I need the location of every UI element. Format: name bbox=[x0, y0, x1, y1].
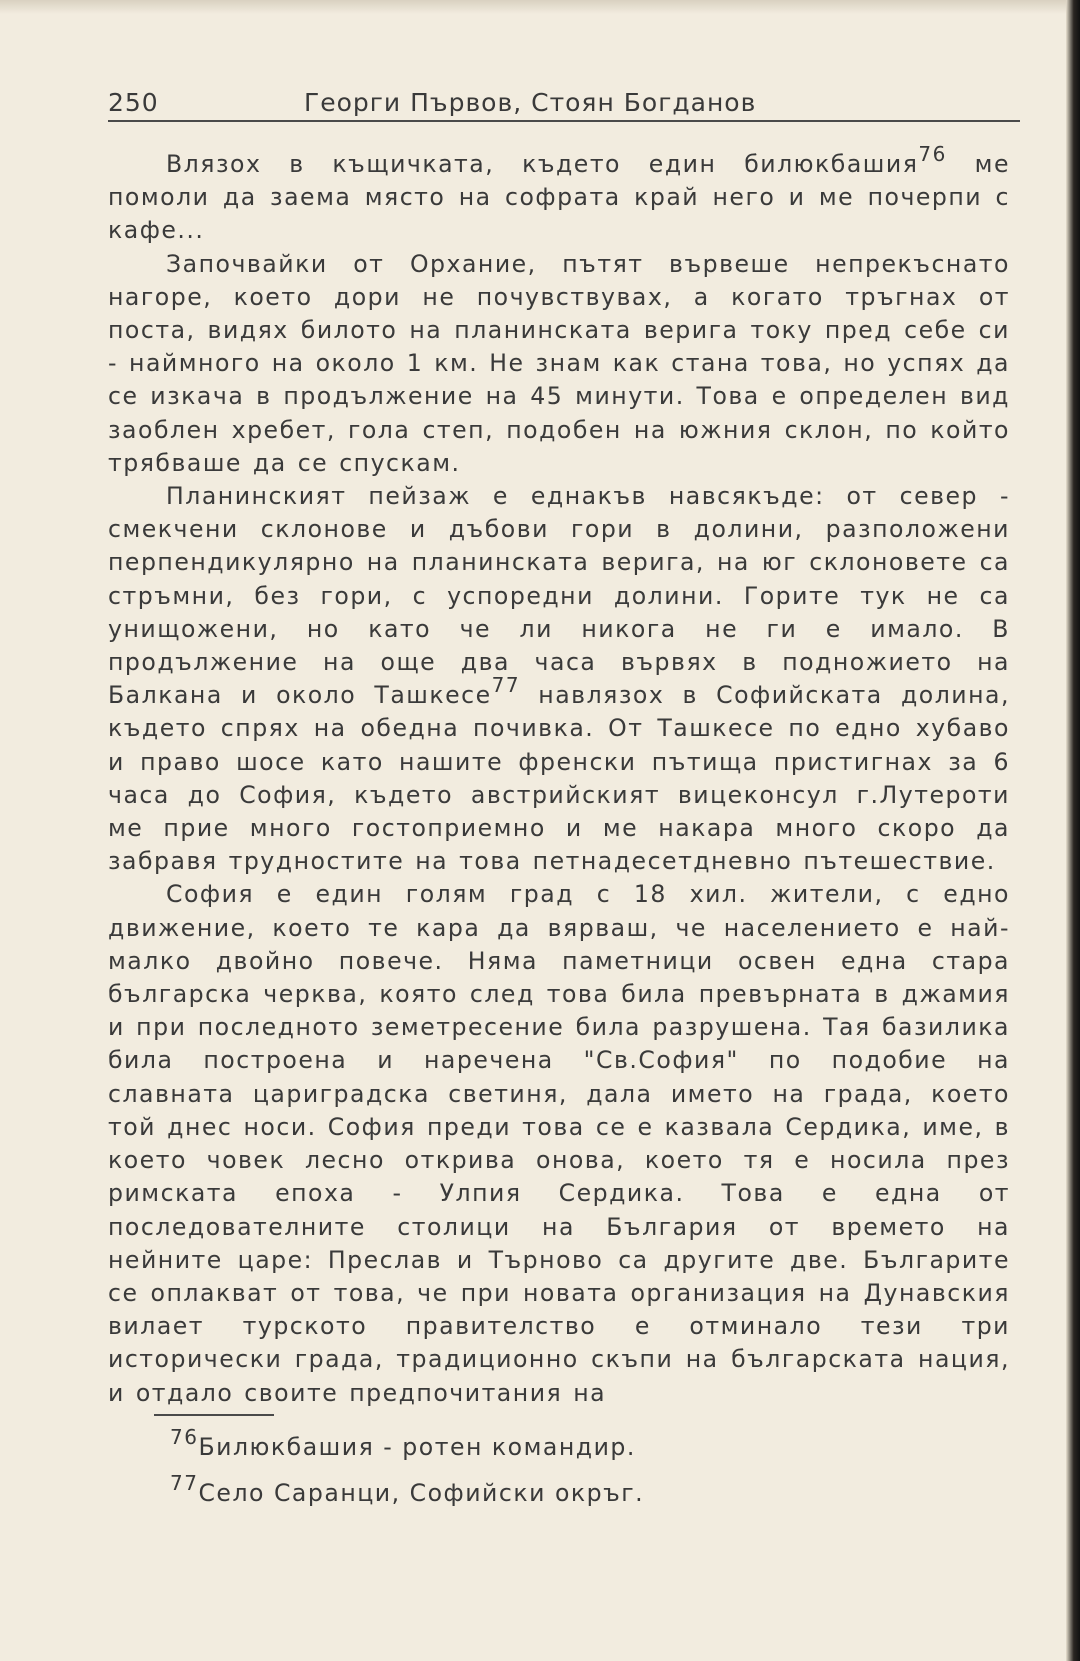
paragraph-text: Планинският пейзаж е еднакъв навсякъде: от север - смекчени склонове и дъбови гори в долини, разположени перпендикулярно на планинската верига, на юг склоновете са стръмни, без гори, с успоредни долини. Горите тук не са унищожени, но като че ли никога не ги е имало. В продължение на още два часа вървях в подножието на Балкана и около Ташкесе bbox=[108, 482, 1010, 710]
paragraph-1 bbox=[108, 142, 1010, 248]
page-header bbox=[108, 86, 1020, 122]
paragraph-3 bbox=[108, 480, 1010, 878]
footnote-76 bbox=[170, 1424, 990, 1470]
book-spine-edge bbox=[1066, 0, 1080, 1661]
footnote-number: 76 bbox=[170, 1425, 199, 1449]
page-edge-top bbox=[0, 0, 1080, 14]
running-title: Георги Първов, Стоян Богданов bbox=[304, 88, 757, 117]
footnote-77 bbox=[170, 1470, 990, 1516]
body-text bbox=[108, 142, 1010, 1410]
footnote-separator bbox=[154, 1414, 274, 1416]
paragraph-4 bbox=[108, 878, 1010, 1409]
paragraph-text: навлязох в Софийската долина, където спрях на обедна почивка. От Ташкесе по едно хубаво и право шосе като нашите френски пътища пристигнах за 6 часа до София, където австрийският вицеконсул г.Лутероти ме прие много гостоприемно и ме накара много скоро да забравя трудностите на това петнадесетдневно пътешествие. bbox=[108, 681, 1010, 876]
footnote-ref-76: 76 bbox=[918, 142, 947, 166]
footnotes bbox=[170, 1424, 990, 1516]
paragraph-text: Започвайки от Орхание, пътят вървеше непрекъснато нагоре, което дори не почувствувах, а когато тръгнах от поста, видях билото на планинската верига току пред себе си - наймного на около 1 км. Не знам как стана това, но успях да се изкача в продължение на 45 минути. Това е определен вид заоблен хребет, гола степ, подобен на южния склон, по който трябваше да се спускам. bbox=[108, 249, 1010, 477]
paragraph-text: Влязох в къщичката, където един билюкбашия bbox=[166, 150, 919, 178]
paragraph-text: София е един голям град с 18 хил. жители, с едно движение, което те кара да вярваш, че населението е най-малко двойно повече. Няма паметници освен една стара българска черква, която след това била превърната в джамия и при последното земетресение била разрушена. Тая базилика била построена и наречена "Св.София" по подобие на славната цариградска светиня, дала името на града, което той днес носи. София преди това се е казвала Сердика, име, в което човек лесно открива онова, което тя е носила през римската епоха - Улпия Сердика. Това е една от последователните столици на България от времето на нейните царе: Преслав и Търново са другите две. Българите се оплакват от това, че при новата организация на Дунавския вилает турското правителство е отминало тези три исторически града, традиционно скъпи на българската нация, и отдало своите предпочитания на bbox=[108, 880, 1010, 1407]
footnote-number: 77 bbox=[170, 1471, 199, 1495]
footnote-text: Билюкбашия - ротен командир. bbox=[198, 1433, 636, 1461]
footnote-text: Село Саранци, Софийски окръг. bbox=[198, 1479, 645, 1507]
page-number: 250 bbox=[108, 88, 159, 117]
footnote-ref-77: 77 bbox=[491, 673, 521, 698]
paragraph-text: ме помоли да заема място на софрата край него и ме почерпи с кафе... bbox=[108, 150, 1010, 245]
paragraph-2 bbox=[108, 248, 1010, 480]
